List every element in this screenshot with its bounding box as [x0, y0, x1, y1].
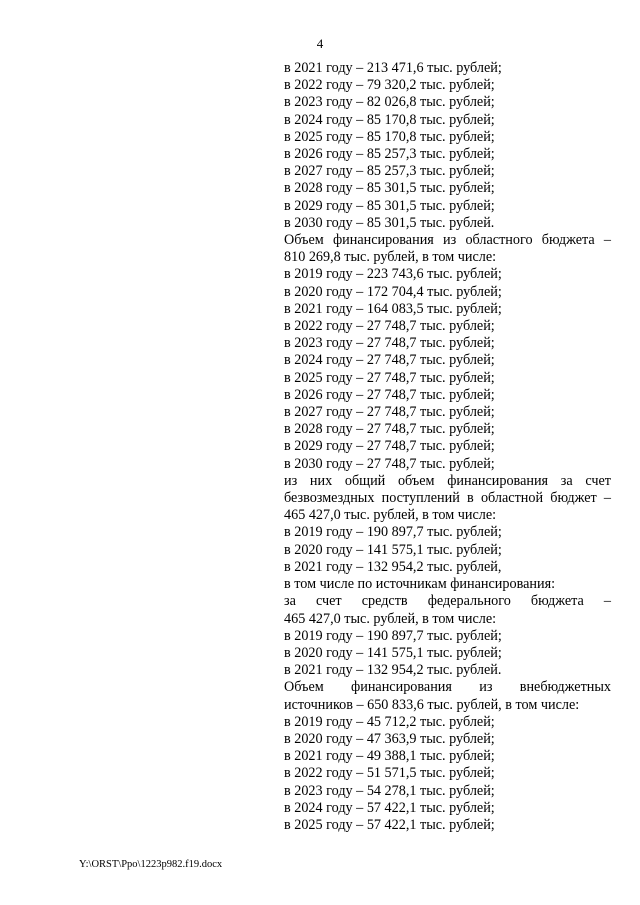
text-line: в 2020 году – 141 575,1 тыс. рублей;: [284, 541, 502, 558]
text-line: в 2019 году – 223 743,6 тыс. рублей;: [284, 266, 502, 283]
text-line: в 2025 году – 57 422,1 тыс. рублей;: [284, 816, 495, 833]
text-line: в 2029 году – 85 301,5 тыс. рублей;: [284, 197, 495, 214]
text-line: за счет средств федерального бюджета –: [284, 593, 611, 610]
text-line: в 2022 году – 79 320,2 тыс. рублей;: [284, 77, 495, 94]
text-line: Объем финансирования из внебюджетных: [284, 679, 611, 696]
text-line: в 2027 году – 27 748,7 тыс. рублей;: [284, 404, 495, 421]
text-line: в 2029 году – 27 748,7 тыс. рублей;: [284, 438, 495, 455]
text-line: в 2030 году – 27 748,7 тыс. рублей;: [284, 455, 495, 472]
text-line: в 2028 году – 27 748,7 тыс. рублей;: [284, 421, 495, 438]
text-line: в 2020 году – 47 363,9 тыс. рублей;: [284, 730, 495, 747]
text-line: в 2030 году – 85 301,5 тыс. рублей.: [284, 214, 495, 231]
text-line: в 2024 году – 57 422,1 тыс. рублей;: [284, 799, 495, 816]
text-line: 810 269,8 тыс. рублей, в том числе:: [284, 249, 497, 266]
text-line: в 2021 году – 213 471,6 тыс. рублей;: [284, 60, 502, 76]
text-line: в 2024 году – 27 748,7 тыс. рублей;: [284, 352, 495, 369]
text-line: в 2025 году – 27 748,7 тыс. рублей;: [284, 369, 495, 386]
text-line: в 2025 году – 85 170,8 тыс. рублей;: [284, 128, 495, 145]
document-body: [284, 60, 611, 834]
text-line: в 2023 году – 27 748,7 тыс. рублей;: [284, 335, 495, 352]
text-line: Объем финансирования из областного бюджета –: [284, 232, 611, 249]
text-line: в 2022 году – 51 571,5 тыс. рублей;: [284, 765, 495, 782]
text-line: 465 427,0 тыс. рублей, в том числе:: [284, 507, 497, 524]
text-line: в 2020 году – 141 575,1 тыс. рублей;: [284, 644, 502, 661]
text-line: в 2027 году – 85 257,3 тыс. рублей;: [284, 163, 495, 180]
text-line: в 2026 году – 27 748,7 тыс. рублей;: [284, 386, 495, 403]
text-line: в 2021 году – 164 083,5 тыс. рублей;: [284, 300, 502, 317]
text-line: в 2021 году – 132 954,2 тыс. рублей,: [284, 558, 502, 575]
text-line: в 2019 году – 45 712,2 тыс. рублей;: [284, 713, 495, 730]
text-line: в 2023 году – 82 026,8 тыс. рублей;: [284, 94, 495, 111]
text-line: источников – 650 833,6 тыс. рублей, в том числе:: [284, 696, 580, 713]
text-line: в 2024 году – 85 170,8 тыс. рублей;: [284, 111, 495, 128]
text-line: в 2019 году – 190 897,7 тыс. рублей;: [284, 524, 502, 541]
text-line: в 2028 году – 85 301,5 тыс. рублей;: [284, 180, 495, 197]
text-line: безвозмездных поступлений в областной бюджет –: [284, 490, 611, 507]
text-line: 465 427,0 тыс. рублей, в том числе:: [284, 610, 497, 627]
text-line: в том числе по источникам финансирования:: [284, 576, 556, 593]
page-number: 4: [316, 36, 324, 51]
text-line: в 2020 году – 172 704,4 тыс. рублей;: [284, 283, 502, 300]
footer-file-path: Y:\ORST\Ppo\1223p982.f19.docx: [79, 859, 223, 870]
text-line: в 2023 году – 54 278,1 тыс. рублей;: [284, 782, 495, 799]
text-line: в 2021 году – 49 388,1 тыс. рублей;: [284, 748, 495, 765]
text-line: из них общий объем финансирования за счет: [284, 472, 611, 489]
text-line: в 2026 году – 85 257,3 тыс. рублей;: [284, 146, 495, 163]
text-line: в 2022 году – 27 748,7 тыс. рублей;: [284, 318, 495, 335]
text-line: в 2019 году – 190 897,7 тыс. рублей;: [284, 627, 502, 644]
text-line: в 2021 году – 132 954,2 тыс. рублей.: [284, 662, 502, 679]
